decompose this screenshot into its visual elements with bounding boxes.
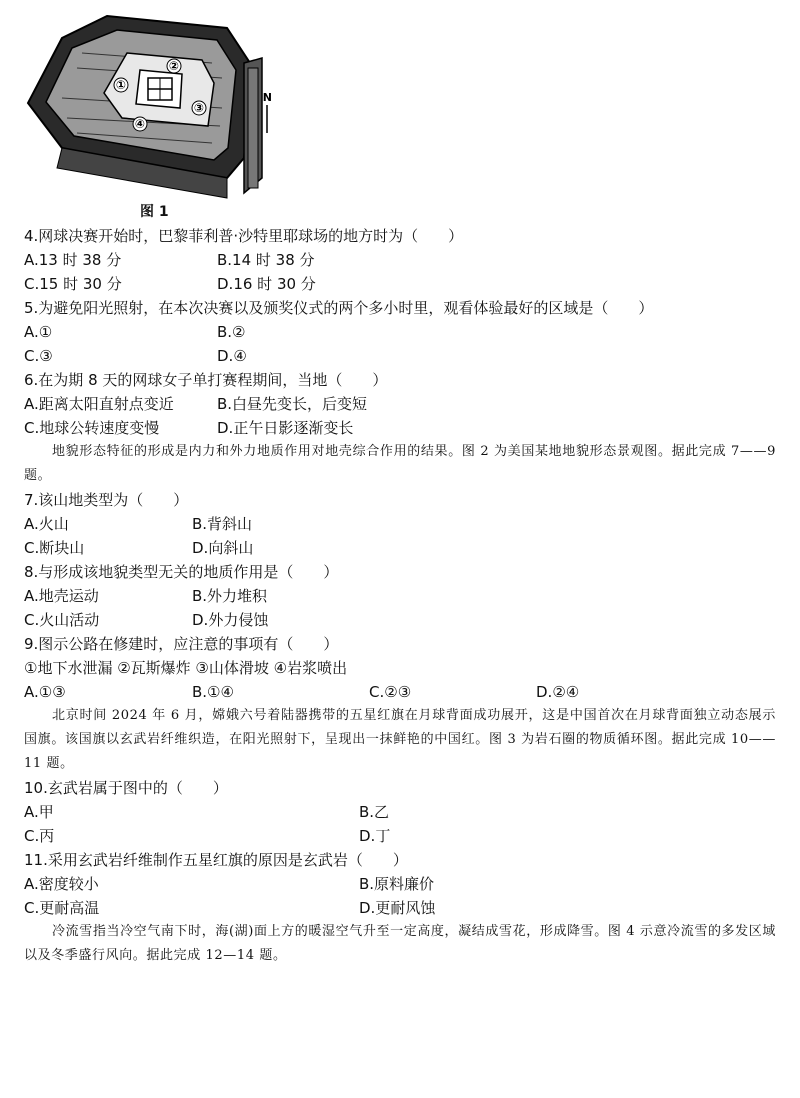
- q5-option-c[interactable]: C.③: [24, 347, 53, 365]
- q7-options-row-2: [24, 536, 776, 560]
- q11-option-c[interactable]: C.更耐高温: [24, 899, 100, 917]
- q4-option-b[interactable]: B.14 时 38 分: [217, 251, 315, 269]
- region-label-2: ②: [168, 59, 180, 73]
- q10-option-c[interactable]: C.丙: [24, 827, 55, 845]
- region-label-4: ④: [134, 117, 146, 131]
- q8-options-row-1: [24, 584, 776, 608]
- q10-option-a[interactable]: A.甲: [24, 803, 54, 821]
- q9-option-d[interactable]: D.②④: [536, 683, 580, 701]
- passage-figure-3: 北京时间 2024 年 6 月，嫦娥六号着陆器携带的五星红旗在月球背面成功展开，这是中国首次在月球背面独立动态展示国旗。该国旗以玄武岩纤维织造，在阳光照射下，呈现出一抹鲜艳的中国红。图 3 为岩石圈的物质循环图。据此完成 10——11 题。: [24, 708, 776, 771]
- q6-option-b[interactable]: B.白昼先变长，后变短: [217, 395, 368, 413]
- q10-option-d[interactable]: D.丁: [359, 827, 391, 845]
- q6-option-c[interactable]: C.地球公转速度变慢: [24, 419, 160, 437]
- q10-options-row-1: [24, 800, 776, 824]
- q6-option-a[interactable]: A.距离太阳直射点变近: [24, 395, 174, 413]
- stadium-illustration: [22, 8, 272, 213]
- q11-option-a[interactable]: A.密度较小: [24, 875, 99, 893]
- q4-option-c[interactable]: C.15 时 30 分: [24, 275, 122, 293]
- q4-options-row-2: [24, 272, 776, 296]
- q11-stem: 11.采用玄武岩纤维制作五星红旗的原因是玄武岩（ ）: [24, 851, 408, 869]
- q11-option-b[interactable]: B.原料廉价: [359, 875, 435, 893]
- q9-option-c[interactable]: C.②③: [369, 683, 412, 701]
- q11-option-d[interactable]: D.更耐风蚀: [359, 899, 436, 917]
- q5-stem: 5.为避免阳光照射，在本次决赛以及颁奖仪式的两个多小时里，观看体验最好的区域是（ ）: [24, 299, 654, 317]
- q9-options-row: [24, 680, 776, 704]
- q7-option-a[interactable]: A.火山: [24, 515, 69, 533]
- q8-options-row-2: [24, 608, 776, 632]
- q7-option-c[interactable]: C.断块山: [24, 539, 85, 557]
- q8-option-c[interactable]: C.火山活动: [24, 611, 100, 629]
- north-label: N: [262, 91, 272, 104]
- q9-option-b[interactable]: B.①④: [192, 683, 234, 701]
- q4-options-row-1: [24, 248, 776, 272]
- figure-1-caption: 图 1: [140, 204, 169, 220]
- passage-figure-2: 地貌形态特征的形成是内力和外力地质作用对地壳综合作用的结果。图 2 为美国某地地貌形态景观图。据此完成 7——9 题。: [24, 444, 776, 483]
- q4-option-d[interactable]: D.16 时 30 分: [217, 275, 316, 293]
- q5-option-d[interactable]: D.④: [217, 347, 247, 365]
- figure-1-stadium: [22, 8, 272, 213]
- question-content: [24, 224, 776, 968]
- q5-option-a[interactable]: A.①: [24, 323, 53, 341]
- q9-stem: 9.图示公路在修建时，应注意的事项有（ ）: [24, 635, 339, 653]
- q6-stem: 6.在为期 8 天的网球女子单打赛程期间，当地（ ）: [24, 371, 388, 389]
- q10-options-row-2: [24, 824, 776, 848]
- q6-options-row-2: [24, 416, 776, 440]
- q8-stem: 8.与形成该地貌类型无关的地质作用是（ ）: [24, 563, 339, 581]
- region-label-3: ③: [193, 101, 205, 115]
- q10-stem: 10.玄武岩属于图中的（ ）: [24, 779, 228, 797]
- q8-option-d[interactable]: D.外力侵蚀: [192, 611, 269, 629]
- q8-option-a[interactable]: A.地壳运动: [24, 587, 99, 605]
- q5-option-b[interactable]: B.②: [217, 323, 246, 341]
- q9-option-a[interactable]: A.①③: [24, 683, 66, 701]
- region-label-1: ①: [115, 78, 127, 92]
- q11-options-row-2: [24, 896, 776, 920]
- q11-options-row-1: [24, 872, 776, 896]
- q7-stem: 7.该山地类型为（ ）: [24, 491, 189, 509]
- q9-items: ①地下水泄漏 ②瓦斯爆炸 ③山体滑坡 ④岩浆喷出: [24, 659, 348, 677]
- q4-stem: 4.网球决赛开始时，巴黎菲利普·沙特里耶球场的地方时为（ ）: [24, 227, 464, 245]
- q8-option-b[interactable]: B.外力堆积: [192, 587, 268, 605]
- q6-option-d[interactable]: D.正午日影逐渐变长: [217, 419, 354, 437]
- q6-options-row-1: [24, 392, 776, 416]
- q7-option-d[interactable]: D.向斜山: [192, 539, 254, 557]
- q4-option-a[interactable]: A.13 时 38 分: [24, 251, 122, 269]
- passage-figure-4: 冷流雪指当冷空气南下时，海(湖)面上方的暖湿空气升至一定高度，凝结成雪花，形成降雪。图 4 示意冷流雪的多发区域以及冬季盛行风向。据此完成 12—14 题。: [24, 924, 776, 963]
- q5-options-row-1: [24, 320, 776, 344]
- q7-options-row-1: [24, 512, 776, 536]
- q5-options-row-2: [24, 344, 776, 368]
- q7-option-b[interactable]: B.背斜山: [192, 515, 253, 533]
- q10-option-b[interactable]: B.乙: [359, 803, 390, 821]
